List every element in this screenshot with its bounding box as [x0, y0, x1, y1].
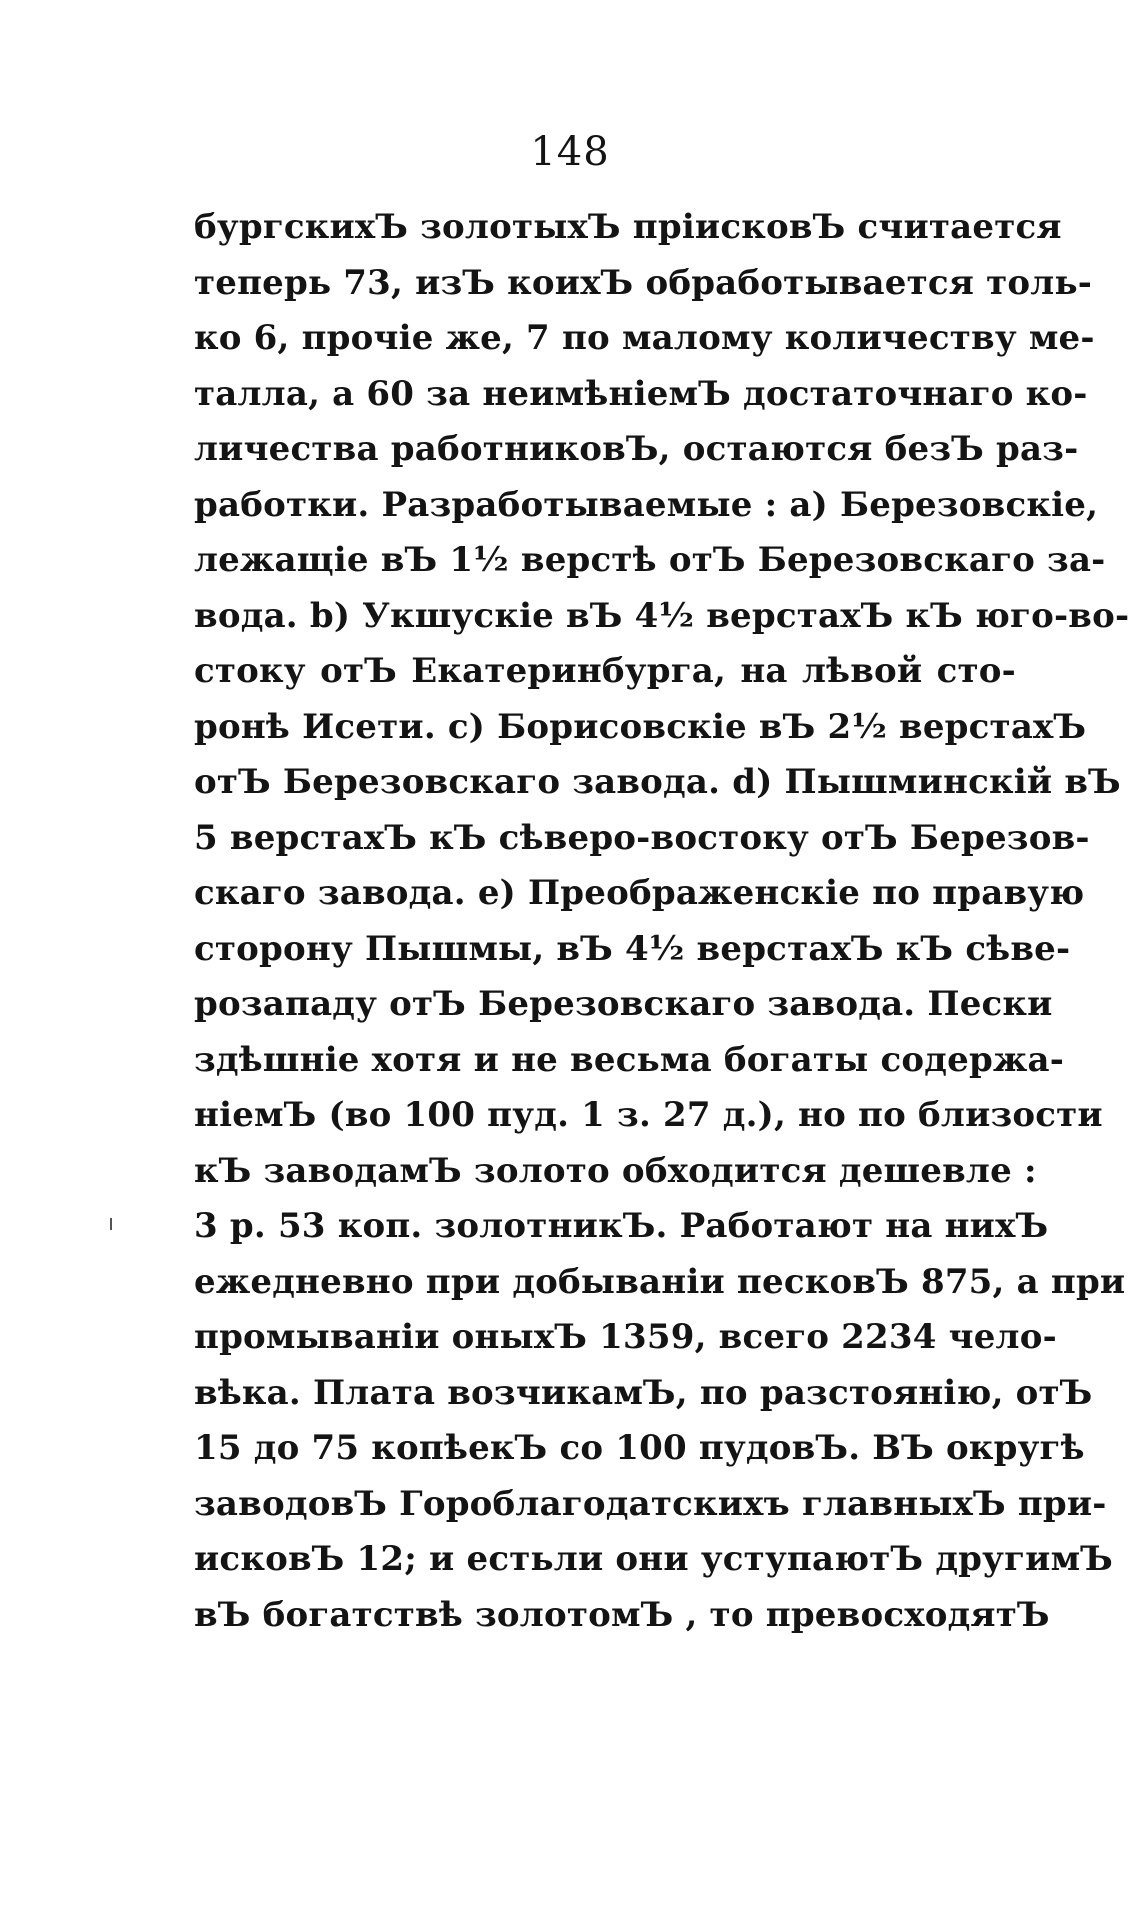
text-line: стоку отЪ Екатеринбурга, на лѣвой сто- — [194, 651, 1016, 691]
text-line: здѣшніе хотя и не весьма богаты содержа- — [194, 1039, 1065, 1080]
margin-speck — [110, 1218, 112, 1230]
text-line: 5 верстахЪ кЪ сѣверо-востоку отЪ Березов- — [194, 817, 1090, 858]
text-line: вѣка. Плата возчикамЪ, по разстоянію, отЪ — [194, 1372, 1093, 1413]
text-line: бургскихЪ золотыхЪ пріисковЪ считается — [194, 207, 1062, 247]
text-line: ронѣ Исети. c) Борисовскіе вЪ 2½ верстахЪ — [194, 706, 1087, 747]
text-line: теперь 73, изЪ коихЪ обработывается толь- — [194, 262, 1093, 303]
text-line: отЪ Березовскаго завода. d) Пышминскій вЪ — [194, 762, 1121, 802]
text-line: талла, а 60 за неимѣніемЪ достаточнаго ко- — [194, 373, 1088, 414]
page-number: 148 — [530, 129, 610, 175]
text-line: вода. b) Укшускіе вЪ 4½ верстахЪ кЪ юго-во- — [194, 595, 1130, 636]
text-line: кЪ заводамЪ золото обходится дешевле : — [194, 1150, 1037, 1191]
text-line: ко 6, прочіе же, 7 по малому количеству ме- — [194, 318, 1095, 358]
body-text — [194, 200, 1130, 1643]
text-line: исковЪ 12; и естьли они уступаютЪ другимЪ — [194, 1539, 1114, 1579]
text-line: заводовЪ Гороблагодатскихъ главныхЪ при- — [194, 1483, 1107, 1524]
text-line: 3 р. 53 коп. золотникЪ. Работают на нихЪ — [194, 1206, 1049, 1246]
text-line: розападу отЪ Березовскаго завода. Пески — [194, 984, 1053, 1024]
text-line: вЪ богатствѣ золотомЪ , то превосходятЪ — [194, 1594, 1050, 1635]
text-line: 15 до 75 копѣекЪ со 100 пудовЪ. ВЪ округѣ — [194, 1428, 1085, 1468]
text-line: скаго завода. e) Преображенскіе по правую — [194, 873, 1085, 913]
text-line: промываніи оныхЪ 1359, всего 2234 чело- — [194, 1317, 1057, 1357]
text-line: личества работниковЪ, остаются безЪ раз- — [194, 429, 1079, 469]
text-line: ежедневно при добываніи песковЪ 875, а при — [194, 1261, 1126, 1302]
text-line: ніемЪ (во 100 пуд. 1 з. 27 д.), но по близости — [194, 1095, 1103, 1135]
text-line: лежащіе вЪ 1½ верстѣ отЪ Березовскаго за- — [194, 540, 1106, 580]
text-line: работки. Разработываемые : a) Березовскіе, — [194, 484, 1099, 525]
text-line: сторону Пышмы, вЪ 4½ верстахЪ кЪ сѣве- — [194, 928, 1071, 969]
